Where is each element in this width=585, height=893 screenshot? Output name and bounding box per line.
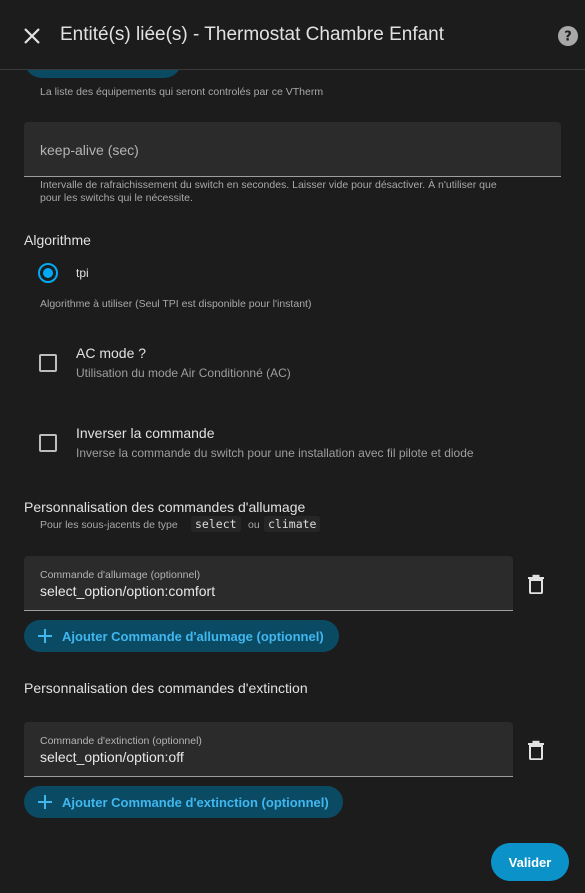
- delete-on-command-button[interactable]: [524, 572, 548, 596]
- dialog-title: Entité(s) liée(s) - Thermostat Chambre Enfant: [60, 24, 445, 45]
- off-commands-title: Personnalisation des commandes d'extinction: [24, 680, 308, 696]
- off-command-label: Commande d'extinction (optionnel): [40, 735, 202, 747]
- keep-alive-helper-line2: pour les switchs qui le nécessite.: [40, 192, 193, 204]
- on-command-input[interactable]: [24, 556, 513, 611]
- algorithm-helper: Algorithme à utiliser (Seul TPI est disponible pour l'instant): [40, 298, 312, 310]
- on-command-label: Commande d'allumage (optionnel): [40, 569, 201, 581]
- algorithm-tpi-label[interactable]: tpi: [76, 266, 89, 280]
- keep-alive-input[interactable]: [24, 122, 561, 177]
- on-commands-helper-or: ou: [248, 519, 260, 531]
- help-button[interactable]: [556, 24, 580, 48]
- on-commands-helper-prefix: Pour les sous-jacents de type: [40, 519, 178, 531]
- add-on-command-button[interactable]: [24, 620, 339, 652]
- off-command-value: select_option/option:off: [40, 749, 184, 765]
- delete-off-command-button[interactable]: [524, 738, 548, 762]
- inverse-command-description: Inverse la commande du switch pour une installation avec fil pilote et diode: [76, 446, 474, 460]
- code-select: select: [191, 516, 241, 532]
- submit-button[interactable]: Valider: [491, 843, 569, 881]
- add-off-command-label: Ajouter Commande d'extinction (optionnel): [62, 794, 329, 810]
- on-commands-title: Personnalisation des commandes d'allumage: [24, 499, 306, 515]
- plus-icon: [36, 627, 54, 645]
- plus-icon: [36, 793, 54, 811]
- trash-icon: [527, 740, 545, 760]
- inverse-command-checkbox[interactable]: [39, 434, 57, 452]
- add-off-command-button[interactable]: [24, 786, 343, 818]
- underlying-helper: La liste des équipements qui seront controlés par ce VTherm: [40, 86, 324, 98]
- svg-text:?: ?: [564, 29, 572, 45]
- keep-alive-helper-line1: Intervalle de rafraichissement du switch en secondes. Laisser vide pour désactiver. À n'utiliser que: [40, 179, 497, 191]
- algorithm-tpi-radio[interactable]: [38, 263, 58, 283]
- close-icon: [23, 27, 41, 45]
- ac-mode-checkbox[interactable]: [39, 354, 57, 372]
- inverse-command-title: Inverser la commande: [76, 425, 215, 441]
- add-on-command-label: Ajouter Commande d'allumage (optionnel): [62, 628, 324, 644]
- close-button[interactable]: [16, 20, 48, 52]
- code-climate: climate: [264, 516, 320, 532]
- ac-mode-title: AC mode ?: [76, 345, 147, 361]
- on-command-value: select_option/option:comfort: [40, 583, 216, 599]
- keep-alive-placeholder: keep-alive (sec): [40, 142, 139, 158]
- help-circle-icon: [557, 25, 579, 47]
- algorithm-title: Algorithme: [24, 232, 91, 248]
- radio-selected-dot: [43, 268, 53, 278]
- off-command-input[interactable]: [24, 722, 513, 777]
- dialog-header: [0, 0, 585, 70]
- trash-icon: [527, 574, 545, 594]
- ac-mode-description: Utilisation du mode Air Conditionné (AC): [76, 366, 291, 380]
